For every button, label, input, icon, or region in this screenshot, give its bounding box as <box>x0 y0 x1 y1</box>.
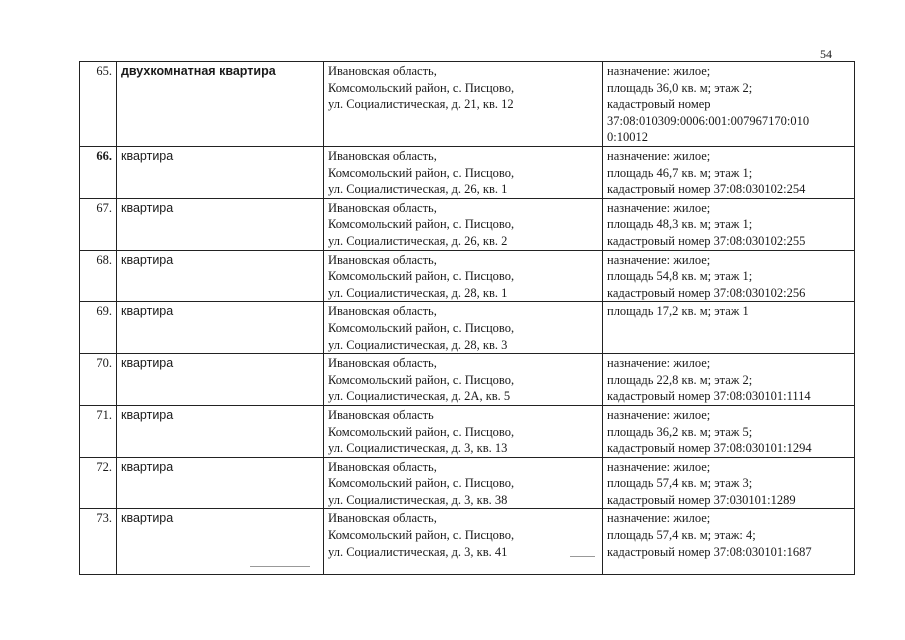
object-name: квартира <box>117 198 324 250</box>
scan-artifact-line <box>570 556 595 557</box>
object-description: назначение: жилое; площадь 36,0 кв. м; этаж 2; кадастровый номер 37:08:010309:0006:001:007967170:010 0:10012 <box>603 62 855 147</box>
object-name: квартира <box>117 354 324 406</box>
object-description: назначение: жилое; площадь 57,4 кв. м; этаж: 4; кадастровый номер 37:08:030101:1687 <box>603 509 855 575</box>
scan-artifact-line <box>250 566 310 567</box>
row-number: 70. <box>80 354 117 406</box>
table-row <box>80 147 855 199</box>
object-name: квартира <box>117 147 324 199</box>
object-address: Ивановская область, Комсомольский район, с. Писцово, ул. Социалистическая, д. 3, кв. 41 <box>324 509 603 575</box>
object-name: квартира <box>117 302 324 354</box>
object-description: назначение: жилое; площадь 36,2 кв. м; этаж 5; кадастровый номер 37:08:030101:1294 <box>603 405 855 457</box>
object-address: Ивановская область, Комсомольский район, с. Писцово, ул. Социалистическая, д. 2А, кв. 5 <box>324 354 603 406</box>
object-name: двухкомнатная квартира <box>117 62 324 147</box>
table-row <box>80 354 855 406</box>
property-registry-table <box>79 61 855 575</box>
object-address: Ивановская область Комсомольский район, с. Писцово, ул. Социалистическая, д. 3, кв. 13 <box>324 405 603 457</box>
page-number: 54 <box>820 47 832 61</box>
table-row <box>80 250 855 302</box>
row-number: 69. <box>80 302 117 354</box>
object-name: квартира <box>117 457 324 509</box>
table-row <box>80 509 855 575</box>
row-number: 67. <box>80 198 117 250</box>
table-row <box>80 302 855 354</box>
row-number: 73. <box>80 509 117 575</box>
object-description: назначение: жилое; площадь 48,3 кв. м; этаж 1; кадастровый номер 37:08:030102:255 <box>603 198 855 250</box>
row-number: 71. <box>80 405 117 457</box>
object-description: назначение: жилое; площадь 46,7 кв. м; этаж 1; кадастровый номер 37:08:030102:254 <box>603 147 855 199</box>
table-row <box>80 457 855 509</box>
object-address: Ивановская область, Комсомольский район, с. Писцово, ул. Социалистическая, д. 21, кв. 12 <box>324 62 603 147</box>
object-name: квартира <box>117 250 324 302</box>
object-address: Ивановская область, Комсомольский район, с. Писцово, ул. Социалистическая, д. 26, кв. 1 <box>324 147 603 199</box>
table-row <box>80 62 855 147</box>
object-description: площадь 17,2 кв. м; этаж 1 <box>603 302 855 354</box>
object-address: Ивановская область, Комсомольский район, с. Писцово, ул. Социалистическая, д. 3, кв. 38 <box>324 457 603 509</box>
object-address: Ивановская область, Комсомольский район, с. Писцово, ул. Социалистическая, д. 26, кв. 2 <box>324 198 603 250</box>
object-name: квартира <box>117 405 324 457</box>
object-address: Ивановская область, Комсомольский район, с. Писцово, ул. Социалистическая, д. 28, кв. 1 <box>324 250 603 302</box>
row-number: 65. <box>80 62 117 147</box>
object-name: квартира <box>117 509 324 575</box>
object-description: назначение: жилое; площадь 57,4 кв. м; этаж 3; кадастровый номер 37:030101:1289 <box>603 457 855 509</box>
object-description: назначение: жилое; площадь 22,8 кв. м; этаж 2; кадастровый номер 37:08:030101:1114 <box>603 354 855 406</box>
row-number: 68. <box>80 250 117 302</box>
object-description: назначение: жилое; площадь 54,8 кв. м; этаж 1; кадастровый номер 37:08:030102:256 <box>603 250 855 302</box>
row-number: 72. <box>80 457 117 509</box>
table-row <box>80 405 855 457</box>
table-row <box>80 198 855 250</box>
row-number: 66. <box>80 147 117 199</box>
object-address: Ивановская область, Комсомольский район, с. Писцово, ул. Социалистическая, д. 28, кв. 3 <box>324 302 603 354</box>
